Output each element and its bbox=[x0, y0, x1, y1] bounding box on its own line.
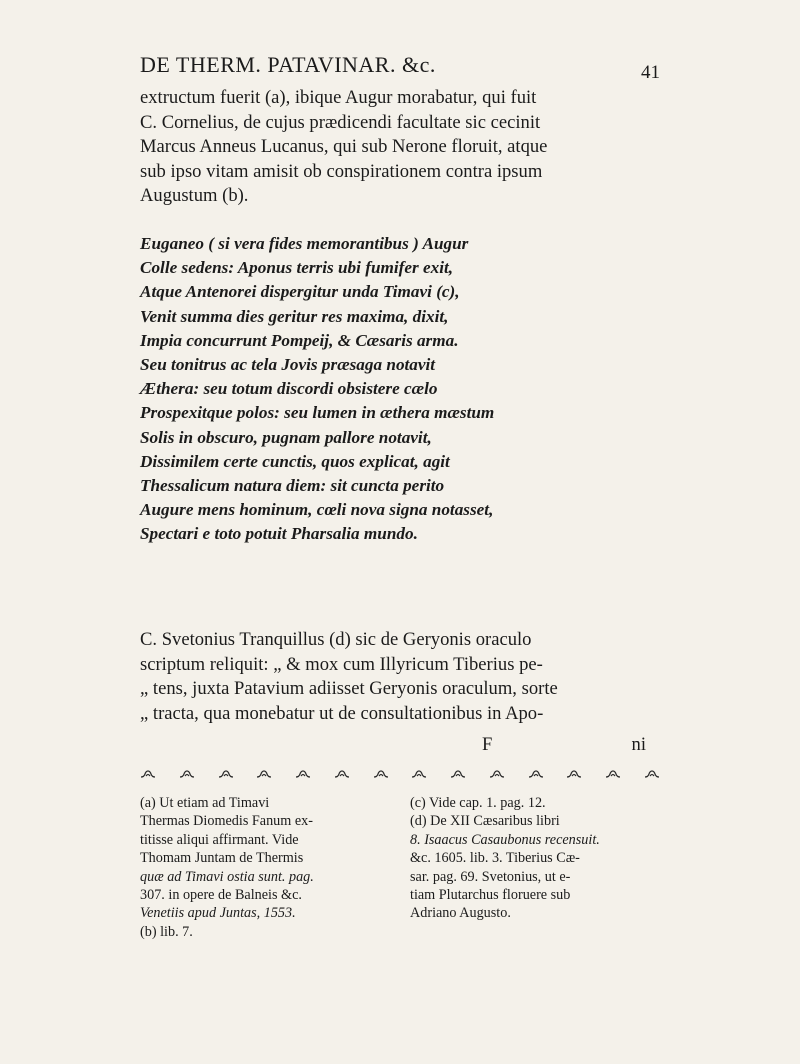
footnote-line: (a) Ut etiam ad Timavi bbox=[140, 795, 270, 811]
footnote-line: Venetiis apud Juntas, 1553. bbox=[140, 905, 296, 922]
footnote-line: (c) Vide cap. 1. pag. 12. bbox=[410, 795, 546, 811]
verse-line: Prospexitque polos: seu lumen in æthera mæstum bbox=[140, 403, 495, 423]
running-title: DE THERM. PATAVINAR. &c. bbox=[140, 52, 436, 77]
floral-ornament-icon bbox=[605, 769, 621, 779]
page-number: 41 bbox=[641, 62, 660, 83]
verse-line: Dissimilem certe cunctis, quos explicat, agit bbox=[140, 451, 450, 471]
verse-line: Æthera: seu totum discordi obsistere cælo bbox=[140, 379, 438, 399]
footnote-line: quæ ad Timavi ostia sunt. pag. bbox=[140, 868, 314, 885]
floral-ornament-icon bbox=[140, 769, 156, 779]
floral-ornament-icon bbox=[179, 769, 195, 779]
footnote-line: sar. pag. 69. Svetonius, ut e- bbox=[410, 868, 571, 885]
floral-ornament-icon bbox=[450, 769, 466, 779]
footnote-line: Thomam Juntam de Thermis bbox=[140, 850, 304, 867]
floral-ornament-icon bbox=[334, 769, 350, 779]
text-line: C. Cornelius, de cujus prædicendi facultate sic cecinit bbox=[140, 111, 541, 133]
paragraph-2 bbox=[140, 628, 660, 726]
footnotes bbox=[140, 794, 660, 940]
verse-line: Colle sedens: Aponus terris ubi fumifer exit, bbox=[140, 258, 454, 278]
footnote-line: Thermas Diomedis Fanum ex- bbox=[140, 813, 313, 830]
ornament-divider bbox=[140, 767, 660, 781]
text-line: Marcus Anneus Lucanus, qui sub Nerone floruit, atque bbox=[140, 136, 548, 157]
catchword-line bbox=[140, 734, 660, 758]
verse-line: Seu tonitrus ac tela Jovis præsaga notavit bbox=[140, 354, 436, 374]
text-line: „ tracta, qua monebatur ut de consultationibus in Apo- bbox=[140, 702, 544, 724]
verse-line: Impia concurrunt Pompeij, & Cæsaris arma. bbox=[140, 330, 459, 350]
floral-ornament-icon bbox=[411, 769, 427, 779]
floral-ornament-icon bbox=[644, 769, 660, 779]
paragraph-1 bbox=[140, 86, 660, 209]
text-line: C. Svetonius Tranquillus (d) sic de Geryonis oraculo bbox=[140, 629, 532, 650]
floral-ornament-icon bbox=[295, 769, 311, 779]
catchword: ni bbox=[631, 734, 646, 755]
running-header bbox=[140, 52, 660, 86]
text-line: „ tens, juxta Patavium adiisset Geryonis oraculum, sorte bbox=[140, 678, 558, 699]
floral-ornament-icon bbox=[528, 769, 544, 779]
footnote-line: 307. in opere de Balneis &c. bbox=[140, 886, 302, 903]
verse-line: Spectari e toto potuit Pharsalia mundo. bbox=[140, 524, 418, 544]
verse-line: Atque Antenorei dispergitur unda Timavi (c), bbox=[140, 282, 460, 302]
footnote-line: &c. 1605. lib. 3. Tiberius Cæ- bbox=[410, 850, 580, 867]
verse-line: Thessalicum natura diem: sit cuncta perito bbox=[140, 475, 445, 495]
text-line: scriptum reliquit: „ & mox cum Illyricum Tiberius pe- bbox=[140, 653, 543, 675]
floral-ornament-icon bbox=[566, 769, 582, 779]
floral-ornament-icon bbox=[489, 769, 505, 779]
signature-mark: F bbox=[482, 734, 493, 755]
footnote-line: Adriano Augusto. bbox=[410, 905, 511, 922]
verse-line: Augure mens hominum, cœli nova signa notasset, bbox=[140, 500, 494, 520]
footnote-line: 8. Isaacus Casaubonus recensuit. bbox=[410, 831, 600, 848]
footnote-line: (d) De XII Cæsaribus libri bbox=[410, 813, 560, 830]
text-line: Augustum (b). bbox=[140, 185, 249, 206]
verse-line: Venit summa dies geritur res maxima, dixit, bbox=[140, 306, 449, 326]
text-line: extructum fuerit (a), ibique Augur morabatur, qui fuit bbox=[140, 87, 537, 108]
footnote-line: (b) lib. 7. bbox=[140, 923, 193, 940]
floral-ornament-icon bbox=[373, 769, 389, 779]
text-line: sub ipso vitam amisit ob conspirationem contra ipsum bbox=[140, 160, 543, 182]
footnotes-right-column bbox=[410, 794, 660, 923]
footnote-line: tiam Plutarchus floruere sub bbox=[410, 886, 571, 903]
floral-ornament-icon bbox=[218, 769, 234, 779]
verse-line: Euganeo ( si vera fides memorantibus ) Augur bbox=[140, 234, 469, 253]
footnote-line: titisse aliqui affirmant. Vide bbox=[140, 831, 299, 848]
verse-line: Solis in obscuro, pugnam pallore notavit, bbox=[140, 427, 432, 447]
footnotes-left-column bbox=[140, 794, 390, 941]
verse-quotation bbox=[140, 232, 660, 546]
floral-ornament-icon bbox=[256, 769, 272, 779]
